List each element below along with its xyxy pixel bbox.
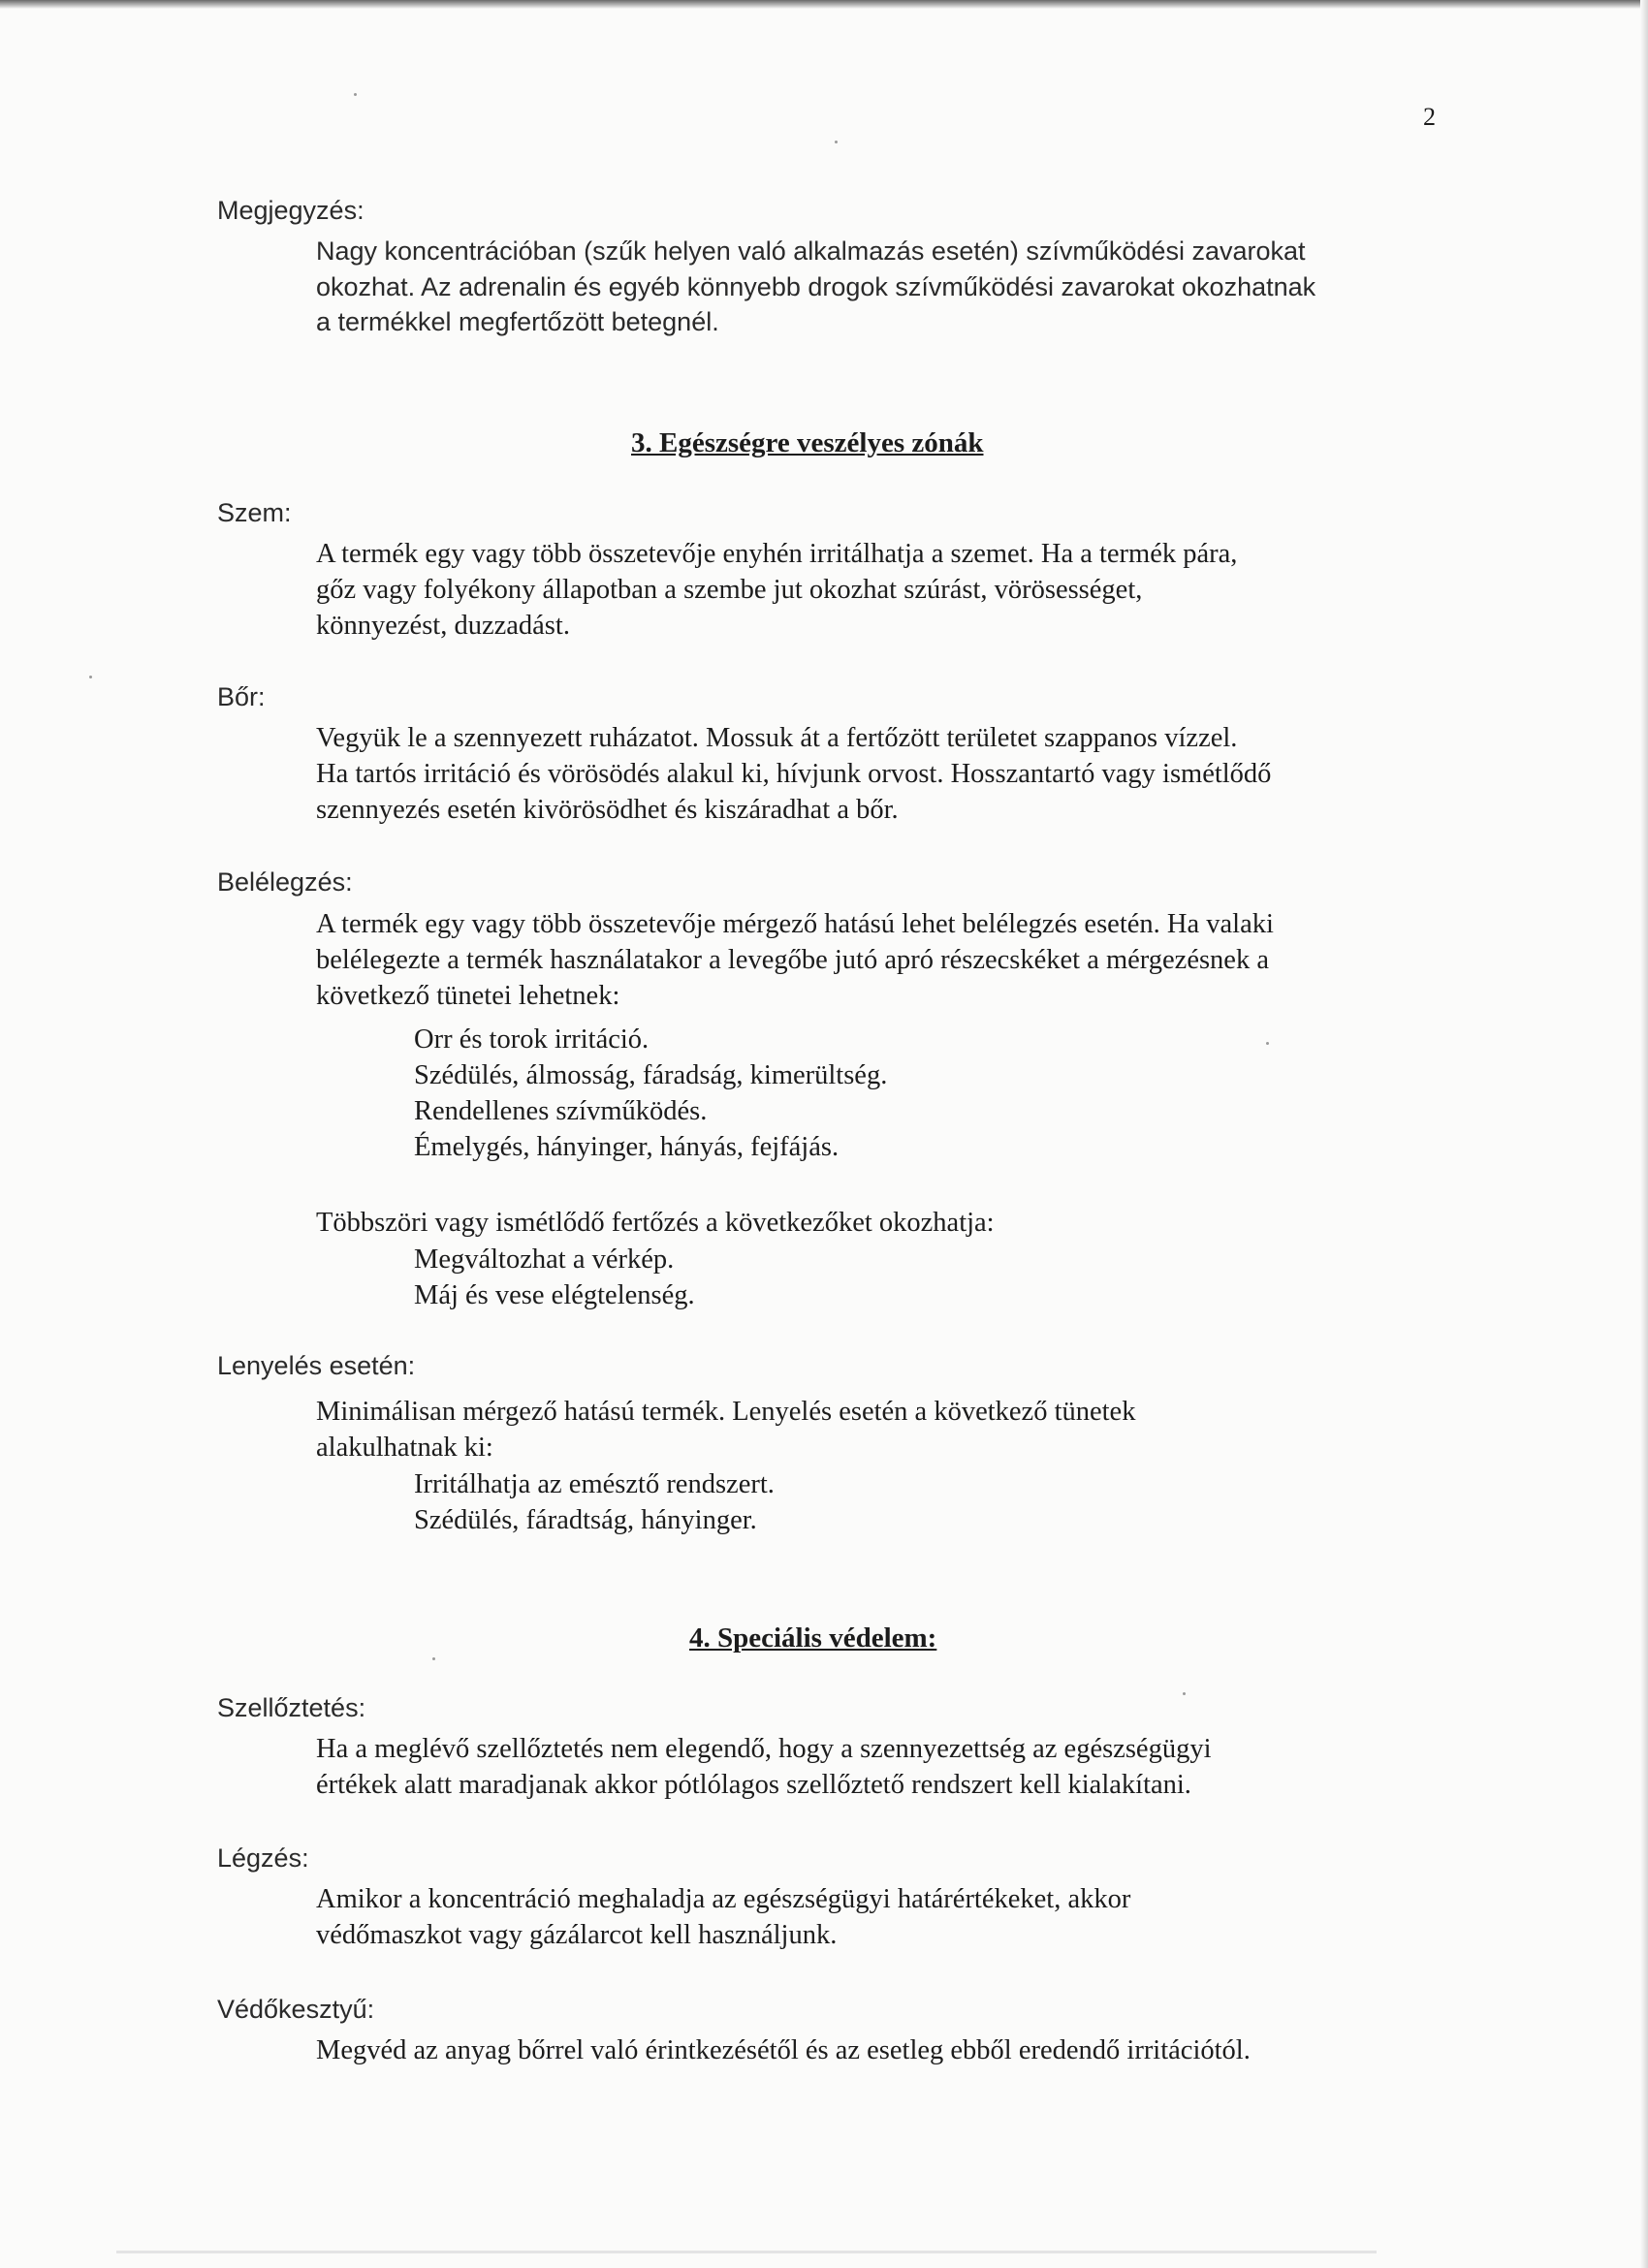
paragraph-line: A termék egy vagy több összetevője enyhén irritálhatja a szemet. Ha a termék pára, (316, 539, 1238, 569)
ingestion-paragraph (316, 1394, 1135, 1465)
scan-speck (835, 141, 838, 143)
inhalation-paragraph (316, 906, 1274, 1014)
repeated-exposure-list (414, 1242, 695, 1313)
section-3-heading: 3. Egészségre veszélyes zónák (631, 427, 984, 458)
paragraph-line: szennyezés esetén kivörösödhet és kiszáradhat a bőr. (316, 795, 899, 825)
section-4-heading: 4. Speciális védelem: (689, 1622, 937, 1654)
paragraph-line: Megvéd az anyag bőrrel való érintkezésétől és az esetleg ebből eredendő irritációtól. (316, 2035, 1251, 2065)
scan-edge-bottom (116, 2251, 1377, 2253)
breathing-paragraph (316, 1881, 1130, 1953)
paragraph-line: Nagy koncentrációban (szűk helyen való alkalmazás esetén) szívműködési zavarokat (316, 236, 1306, 266)
gloves-paragraph (316, 2032, 1251, 2068)
note-label: Megjegyzés: (217, 196, 364, 225)
paragraph-line: okozhat. Az adrenalin és egyéb könnyebb drogok szívműködési zavarokat okozhatnak (316, 271, 1316, 301)
paragraph-line: alakulhatnak ki: (316, 1433, 493, 1463)
paragraph-line: Többszöri vagy ismétlődő fertőzés a következőket okozhatja: (316, 1208, 995, 1238)
paragraph-line: A termék egy vagy több összetevője mérgező hatású lehet belélegzés esetén. Ha valaki (316, 909, 1274, 939)
list-item: Émelygés, hányinger, hányás, fejfájás. (414, 1132, 840, 1162)
paragraph-line: védőmaszkot vagy gázálarcot kell használjunk. (316, 1920, 838, 1950)
scan-edge-right (1640, 0, 1648, 2268)
repeated-exposure-intro (316, 1205, 995, 1241)
ingestion-label: Lenyelés esetén: (217, 1351, 416, 1380)
list-item: Szédülés, fáradtság, hányinger. (414, 1505, 757, 1535)
breathing-label: Légzés: (217, 1843, 309, 1873)
paragraph-line: könnyezést, duzzadást. (316, 611, 570, 641)
paragraph-line: belélegezte a termék használatakor a levegőbe jutó apró részecskéket a mérgezésnek a (316, 945, 1269, 975)
list-item: Orr és torok irritáció. (414, 1024, 650, 1055)
paragraph-line: következő tünetei lehetnek: (316, 981, 620, 1011)
ventilation-label: Szellőztetés: (217, 1693, 366, 1722)
paragraph-line: Ha tartós irritáció és vörösödés alakul ki, hívjunk orvost. Hosszantartó vagy ismétlődő (316, 759, 1272, 789)
paragraph-line: Amikor a koncentráció meghaladja az egészségügyi határértékeket, akkor (316, 1884, 1131, 1914)
list-item: Irritálhatja az emésztő rendszert. (414, 1469, 775, 1499)
list-item: Szédülés, álmosság, fáradság, kimerültség. (414, 1060, 888, 1090)
scan-speck (89, 676, 92, 678)
ventilation-paragraph (316, 1731, 1212, 1803)
list-item: Megváltozhat a vérkép. (414, 1244, 675, 1275)
scan-speck (432, 1657, 435, 1660)
scan-speck (1266, 1042, 1269, 1045)
paragraph-line: gőz vagy folyékony állapotban a szembe jut okozhat szúrást, vörösességet, (316, 575, 1143, 605)
inhalation-label: Belélegzés: (217, 867, 353, 897)
paragraph-line: Ha a meglévő szellőztetés nem elegendő, hogy a szennyezettség az egészségügyi (316, 1734, 1212, 1764)
list-item: Rendellenes szívműködés. (414, 1096, 708, 1126)
inhalation-symptom-list (414, 1022, 887, 1165)
skin-label: Bőr: (217, 682, 266, 711)
skin-paragraph (316, 720, 1271, 828)
ingestion-symptom-list (414, 1466, 775, 1538)
paragraph-line: Minimálisan mérgező hatású termék. Lenyelés esetén a következő tünetek (316, 1397, 1136, 1427)
list-item: Máj és vese elégtelenség. (414, 1280, 695, 1310)
scan-edge-top (0, 0, 1648, 9)
paragraph-line: Vegyük le a szennyezett ruházatot. Mossuk át a fertőzött területet szappanos vízzel. (316, 723, 1238, 753)
paragraph-line: a termékkel megfertőzött betegnél. (316, 307, 719, 336)
gloves-label: Védőkesztyű: (217, 1995, 375, 2024)
eye-paragraph (316, 536, 1237, 644)
scan-speck (1183, 1692, 1186, 1695)
page-number: 2 (1423, 103, 1436, 131)
eye-label: Szem: (217, 498, 292, 527)
paragraph-line: értékek alatt maradjanak akkor pótlólagos szellőztető rendszert kell kialakítani. (316, 1770, 1191, 1800)
note-paragraph (316, 234, 1315, 340)
scan-speck (354, 93, 357, 96)
